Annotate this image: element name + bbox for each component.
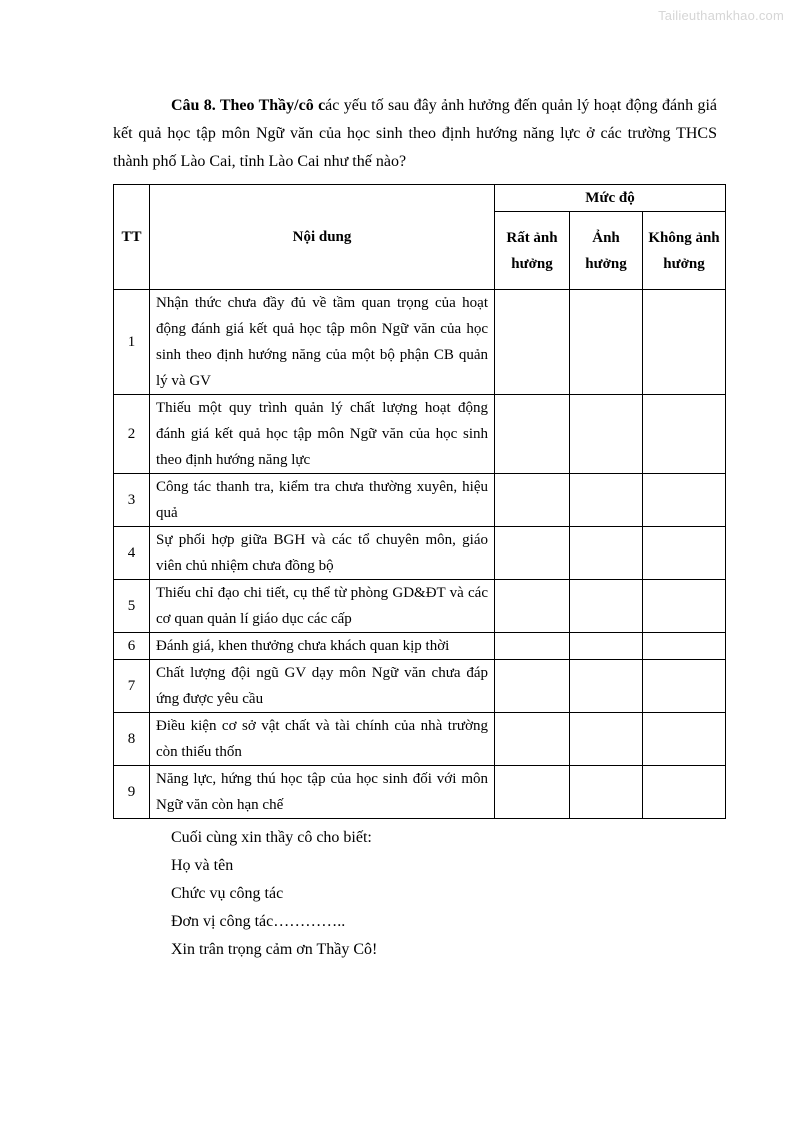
row-number: 6 [114,633,150,660]
table-row [114,580,726,633]
thank-you-text: Xin trân trọng cảm ơn Thầy Cô! [171,941,378,958]
header-option-very: Rất ảnh hưởng [495,212,570,290]
rating-cell[interactable] [643,290,726,395]
row-content: Điều kiện cơ sở vật chất và tài chính của nhà trường còn thiếu thốn [150,713,495,766]
rating-cell[interactable] [570,580,643,633]
table-row [114,395,726,474]
row-number: 8 [114,713,150,766]
closing-section [171,824,377,964]
rating-cell[interactable] [495,395,570,474]
rating-cell[interactable] [570,527,643,580]
row-number: 5 [114,580,150,633]
table-row [114,527,726,580]
rating-cell[interactable] [643,395,726,474]
row-content: Chất lượng đội ngũ GV dạy môn Ngữ văn chưa đáp ứng được yêu cầu [150,660,495,713]
position-field-label: Chức vụ công tác [171,885,284,902]
rating-cell[interactable] [495,713,570,766]
table-row [114,713,726,766]
rating-cell[interactable] [643,633,726,660]
rating-cell[interactable] [643,474,726,527]
rating-cell[interactable] [495,290,570,395]
row-number: 7 [114,660,150,713]
header-option-affect: Ảnh hưởng [570,212,643,290]
header-content: Nội dung [150,185,495,290]
name-field-label: Họ và tên [171,857,234,874]
rating-cell[interactable] [495,527,570,580]
survey-table [113,184,726,819]
rating-cell[interactable] [643,766,726,819]
rating-cell[interactable] [643,580,726,633]
table-row [114,474,726,527]
rating-cell[interactable] [570,766,643,819]
rating-cell[interactable] [643,660,726,713]
row-content: Năng lực, hứng thú học tập của học sinh đối với môn Ngữ văn còn hạn chế [150,766,495,819]
rating-cell[interactable] [643,713,726,766]
row-content: Đánh giá, khen thưởng chưa khách quan kịp thời [150,633,495,660]
row-number: 4 [114,527,150,580]
row-number: 3 [114,474,150,527]
watermark: Tailieuthamkhao.com [658,8,784,23]
rating-cell[interactable] [643,527,726,580]
table-row [114,766,726,819]
question-paragraph [113,92,717,176]
row-content: Nhận thức chưa đầy đủ về tầm quan trọng của hoạt động đánh giá kết quả học tập môn Ngữ văn của học sinh theo định hướng năng của một bộ phận CB quản lý và GV [150,290,495,395]
rating-cell[interactable] [570,713,643,766]
question-label: Câu 8. Theo Thầy/cô c [171,97,326,114]
row-number: 2 [114,395,150,474]
rating-cell[interactable] [495,766,570,819]
rating-cell[interactable] [495,633,570,660]
rating-cell[interactable] [570,290,643,395]
rating-cell[interactable] [495,660,570,713]
header-level: Mức độ [495,185,726,212]
row-content: Thiếu chỉ đạo chi tiết, cụ thể từ phòng GD&ĐT và các cơ quan quản lí giáo dục các cấp [150,580,495,633]
row-content: Sự phối hợp giữa BGH và các tổ chuyên môn, giáo viên chủ nhiệm chưa đồng bộ [150,527,495,580]
rating-cell[interactable] [495,580,570,633]
row-number: 1 [114,290,150,395]
header-option-none: Không ảnh hưởng [643,212,726,290]
table-row [114,290,726,395]
table-row [114,660,726,713]
rating-cell[interactable] [570,474,643,527]
rating-cell[interactable] [570,633,643,660]
row-content: Công tác thanh tra, kiểm tra chưa thường xuyên, hiệu quả [150,474,495,527]
rating-cell[interactable] [570,395,643,474]
rating-cell[interactable] [570,660,643,713]
closing-intro: Cuối cùng xin thầy cô cho biết: [171,829,372,846]
row-number: 9 [114,766,150,819]
header-tt: TT [114,185,150,290]
workplace-field-label: Đơn vị công tác………….. [171,913,346,930]
table-row [114,633,726,660]
question-text: ác yếu tố sau đây ảnh hưởng đến quản lý hoạt động đánh giá kết quả học tập môn Ngữ văn của học sinh theo định hướng năng lực ở các trường THCS thành phố Lào Cai, tỉnh Lào Cai như thế nào? [113,97,717,170]
row-content: Thiếu một quy trình quản lý chất lượng hoạt động đánh giá kết quả học tập môn Ngữ văn của học sinh theo định hướng năng lực [150,395,495,474]
rating-cell[interactable] [495,474,570,527]
